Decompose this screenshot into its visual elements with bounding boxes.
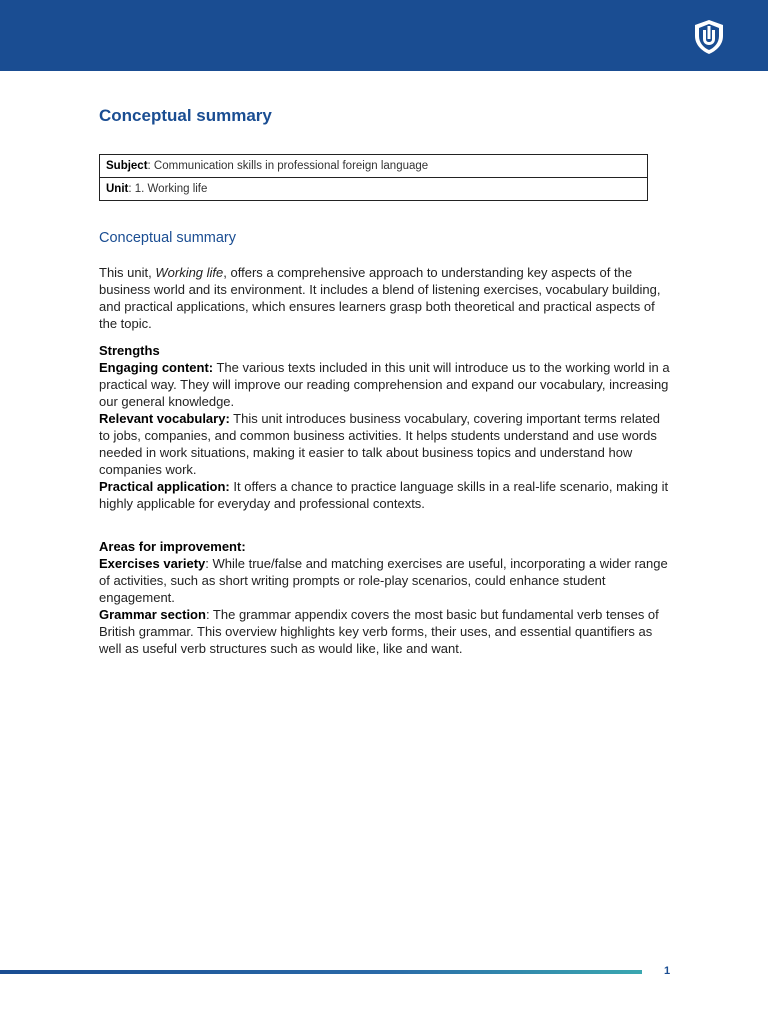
strengths-heading: Strengths [99,343,160,358]
unit-cell [100,178,648,201]
table-row [100,155,648,178]
subject-label: Subject [106,160,148,172]
intro-suffix: , offers a comprehensive approach to understanding key aspects of the business world and its environment. It includes a blend of listening exercises, vocabulary building, and practical applications, which ensures learners grasp both theoretical and practical aspects of the topic. [99,265,661,331]
header-band [0,0,768,71]
areas-heading: Areas for improvement: [99,539,246,554]
strength-text: The various texts included in this unit will introduce us to the working world in a practical way. They will improve our reading comprehension and expand our vocabulary, increasing our general knowledge. [99,360,670,409]
footer-bar [0,970,642,974]
areas-block [99,538,674,657]
strength-label: Practical application: [99,479,230,494]
subject-cell [100,155,648,178]
shield-logo-icon [692,19,726,55]
area-text: : The grammar appendix covers the most basic but fundamental verb tenses of British grammar. This overview highlights key verb forms, their uses, and essential quantifiers as well as useful verb structures such as would like, like and want. [99,607,659,656]
section-title: Conceptual summary [99,230,236,246]
intro-paragraph [99,264,674,332]
intro-prefix: This unit, [99,265,156,280]
strength-label: Relevant vocabulary: [99,411,230,426]
strength-label: Engaging content: [99,360,214,375]
unit-label: Unit [106,183,129,195]
area-label: Exercises variety [99,556,206,571]
intro-italic: Working life [155,265,224,280]
unit-value: : 1. Working life [128,183,208,195]
strengths-block [99,342,674,512]
strength-text: It offers a chance to practice language skills in a real-life scenario, making it highly applicable for everyday and professional contexts. [99,479,669,511]
page-title: Conceptual summary [99,106,272,125]
area-label: Grammar section [99,607,206,622]
strength-text: This unit introduces business vocabulary, covering important terms related to jobs, companies, and common business activities. It helps students understand and use words needed in work situations, making it easier to talk about business topics and understand how companies work. [99,411,660,477]
info-table [99,154,648,201]
area-text: : While true/false and matching exercises are useful, incorporating a wider range of activities, such as short writing prompts or role-play scenarios, could enhance student engagement. [99,556,668,605]
page-number: 1 [663,965,671,977]
table-row [100,178,648,201]
subject-value: : Communication skills in professional foreign language [147,160,429,172]
